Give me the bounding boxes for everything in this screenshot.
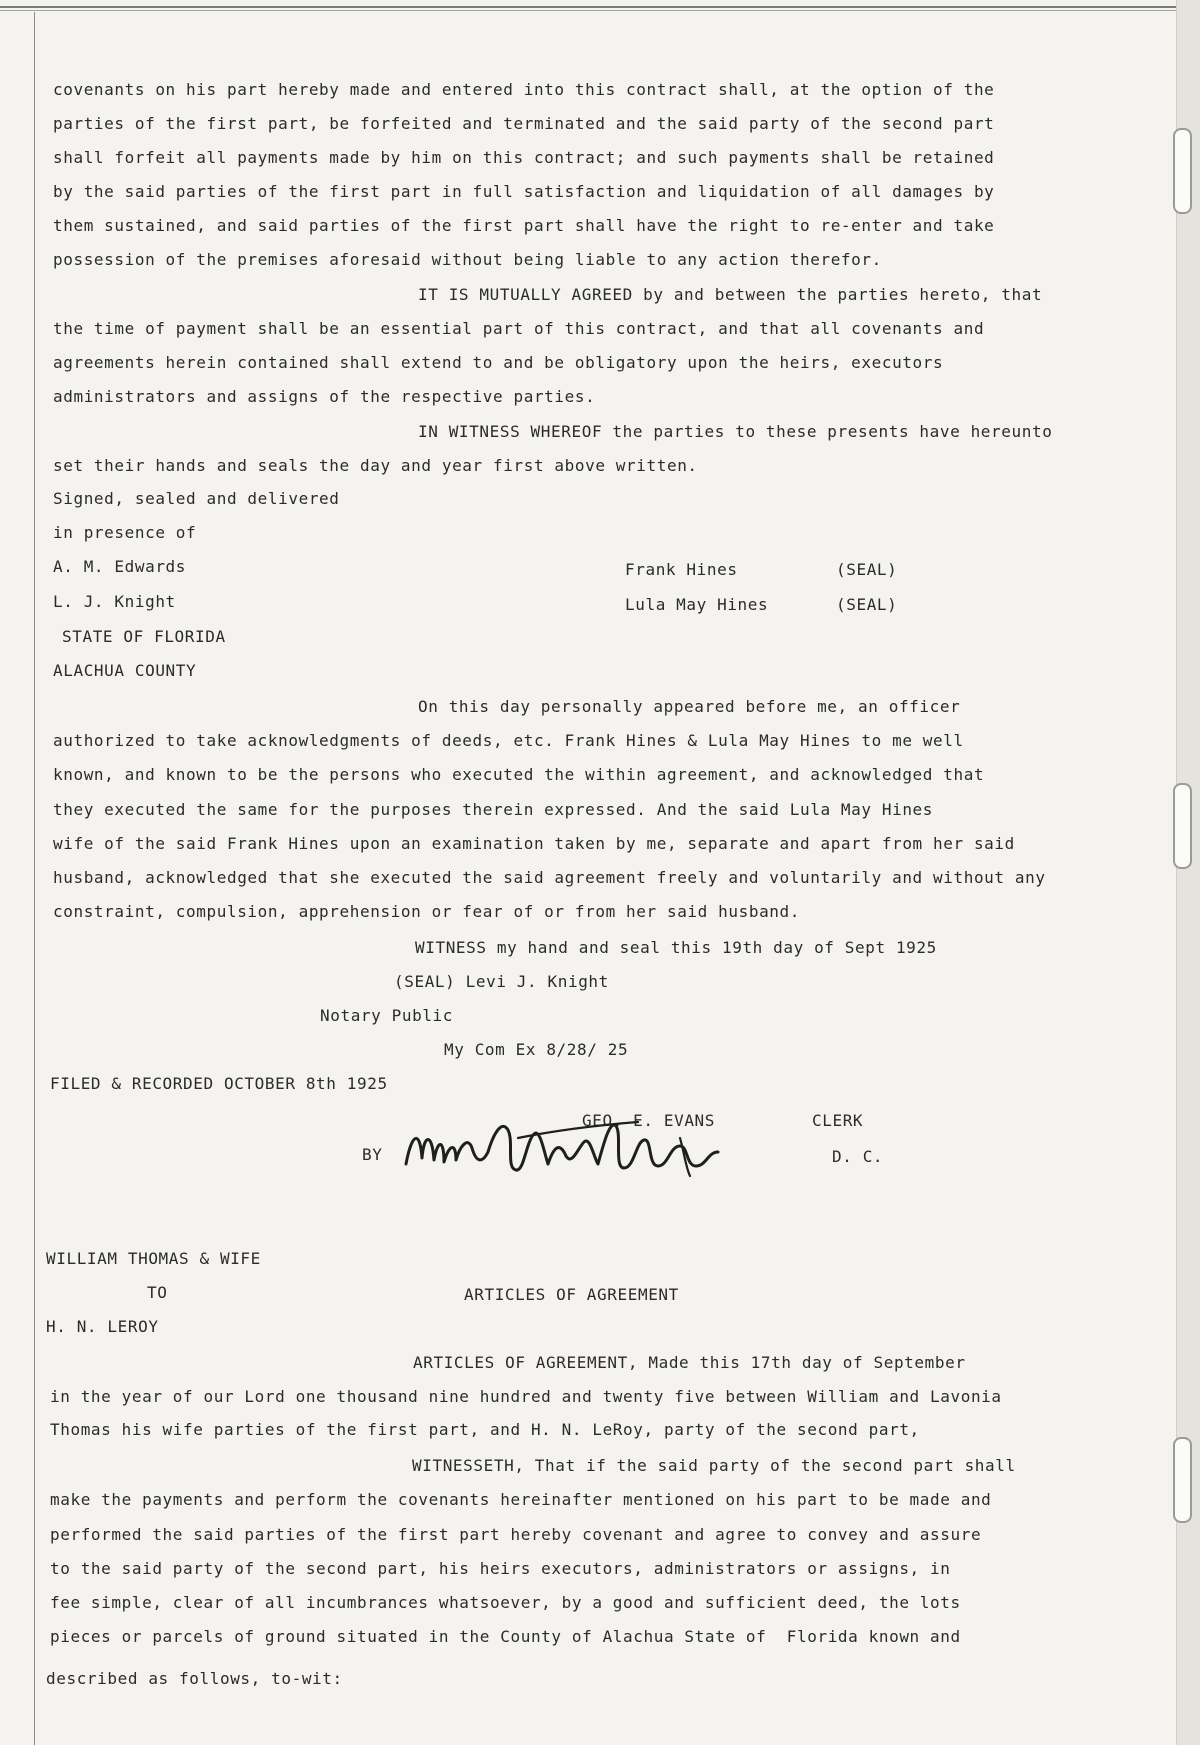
document-heading: ARTICLES OF AGREEMENT: [464, 1285, 679, 1304]
acknowledgment-line: husband, acknowledged that she executed the said agreement freely and voluntarily and without any: [53, 868, 1046, 887]
punch-hole-bottom: [1173, 1437, 1192, 1523]
body-line: the time of payment shall be an essential part of this contract, and that all covenants and: [53, 319, 985, 338]
acknowledgment-line: they executed the same for the purposes therein expressed. And the said Lula May Hines: [53, 800, 934, 819]
body-line: possession of the premises aforesaid without being liable to any action therefor.: [53, 250, 882, 269]
acknowledgment-first-line: On this day personally appeared before me, an officer: [418, 697, 961, 716]
state-label: STATE OF FLORIDA: [62, 627, 226, 646]
acknowledgment-line: constraint, compulsion, apprehension or fear of or from her said husband.: [53, 902, 800, 921]
clerk-name: GEO. E. EVANS: [582, 1111, 716, 1130]
handwritten-signature: [398, 1112, 738, 1192]
witness-name: A. M. Edwards: [53, 557, 187, 576]
body-line: agreements herein contained shall extend to and be obligatory upon the heirs, executors: [53, 353, 944, 372]
articles-line: in the year of our Lord one thousand nine hundred and twenty five between William and Lavonia: [50, 1387, 1002, 1406]
grantee-party: H. N. LEROY: [46, 1317, 159, 1336]
witness-hand-line: WITNESS my hand and seal this 19th day of Sept 1925: [415, 938, 937, 957]
punch-hole-top: [1173, 128, 1192, 214]
acknowledgment-line: authorized to take acknowledgments of deeds, etc. Frank Hines & Lula May Hines to me well: [53, 731, 964, 750]
filed-recorded-line: FILED & RECORDED OCTOBER 8th 1925: [50, 1074, 388, 1093]
signer-seal: (SEAL): [836, 560, 898, 579]
witnesseth-body-line: described as follows, to-wit:: [46, 1669, 343, 1688]
witnesseth-body-line: to the said party of the second part, his heirs executors, administrators or assigns, in: [50, 1559, 951, 1578]
witnesseth-line: WITNESSETH, That if the said party of the second part shall: [412, 1456, 1016, 1475]
deputy-clerk-label: D. C.: [832, 1147, 884, 1166]
witnesseth-body-line: pieces or parcels of ground situated in the County of Alachua State of Florida known and: [50, 1627, 961, 1646]
body-line: parties of the first part, be forfeited and terminated and the said party of the second part: [53, 114, 995, 133]
signer-seal: (SEAL): [836, 595, 898, 614]
notary-public-label: Notary Public: [320, 1006, 454, 1025]
body-line: covenants on his part hereby made and entered into this contract shall, at the option of the: [53, 80, 995, 99]
signer-name: Lula May Hines: [625, 595, 769, 614]
left-margin-line: [34, 12, 35, 1745]
signature-scribble: [398, 1112, 738, 1192]
top-border-line: [0, 6, 1190, 8]
body-line: shall forfeit all payments made by him on this contract; and such payments shall be retained: [53, 148, 995, 167]
in-presence-label: in presence of: [53, 523, 197, 542]
articles-first-line: ARTICLES OF AGREEMENT, Made this 17th day of September: [413, 1353, 966, 1372]
articles-line: Thomas his wife parties of the first part, and H. N. LeRoy, party of the second part,: [50, 1420, 920, 1439]
punch-hole-middle: [1173, 783, 1192, 869]
witness-name: L. J. Knight: [53, 592, 176, 611]
acknowledgment-line: known, and known to be the persons who executed the within agreement, and acknowledged that: [53, 765, 985, 784]
body-line: administrators and assigns of the respective parties.: [53, 387, 596, 406]
signed-sealed-label: Signed, sealed and delivered: [53, 489, 340, 508]
body-line: by the said parties of the first part in full satisfaction and liquidation of all damages by: [53, 182, 995, 201]
mutually-agreed-line: IT IS MUTUALLY AGREED by and between the parties hereto, that: [418, 285, 1043, 304]
commission-expiry: My Com Ex 8/28/ 25: [444, 1040, 629, 1059]
notary-seal-line: (SEAL) Levi J. Knight: [394, 972, 609, 991]
county-label: ALACHUA COUNTY: [53, 661, 197, 680]
body-line: them sustained, and said parties of the first part shall have the right to re-enter and take: [53, 216, 995, 235]
clerk-title: CLERK: [812, 1111, 864, 1130]
set-hands-line: set their hands and seals the day and year first above written.: [53, 456, 698, 475]
top-border-line-secondary: [0, 10, 1190, 11]
witnesseth-body-line: fee simple, clear of all incumbrances whatsoever, by a good and sufficient deed, the lots: [50, 1593, 961, 1612]
grantor-party: WILLIAM THOMAS & WIFE: [46, 1249, 261, 1268]
acknowledgment-line: wife of the said Frank Hines upon an examination taken by me, separate and apart from her said: [53, 834, 1015, 853]
witnesseth-body-line: performed the said parties of the first part hereby covenant and agree to convey and assure: [50, 1525, 982, 1544]
by-label: BY: [362, 1145, 383, 1164]
witness-whereof-line: IN WITNESS WHEREOF the parties to these presents have hereunto: [418, 422, 1053, 441]
to-label: TO: [147, 1283, 168, 1302]
witnesseth-body-line: make the payments and perform the covenants hereinafter mentioned on his part to be made and: [50, 1490, 992, 1509]
signer-name: Frank Hines: [625, 560, 738, 579]
